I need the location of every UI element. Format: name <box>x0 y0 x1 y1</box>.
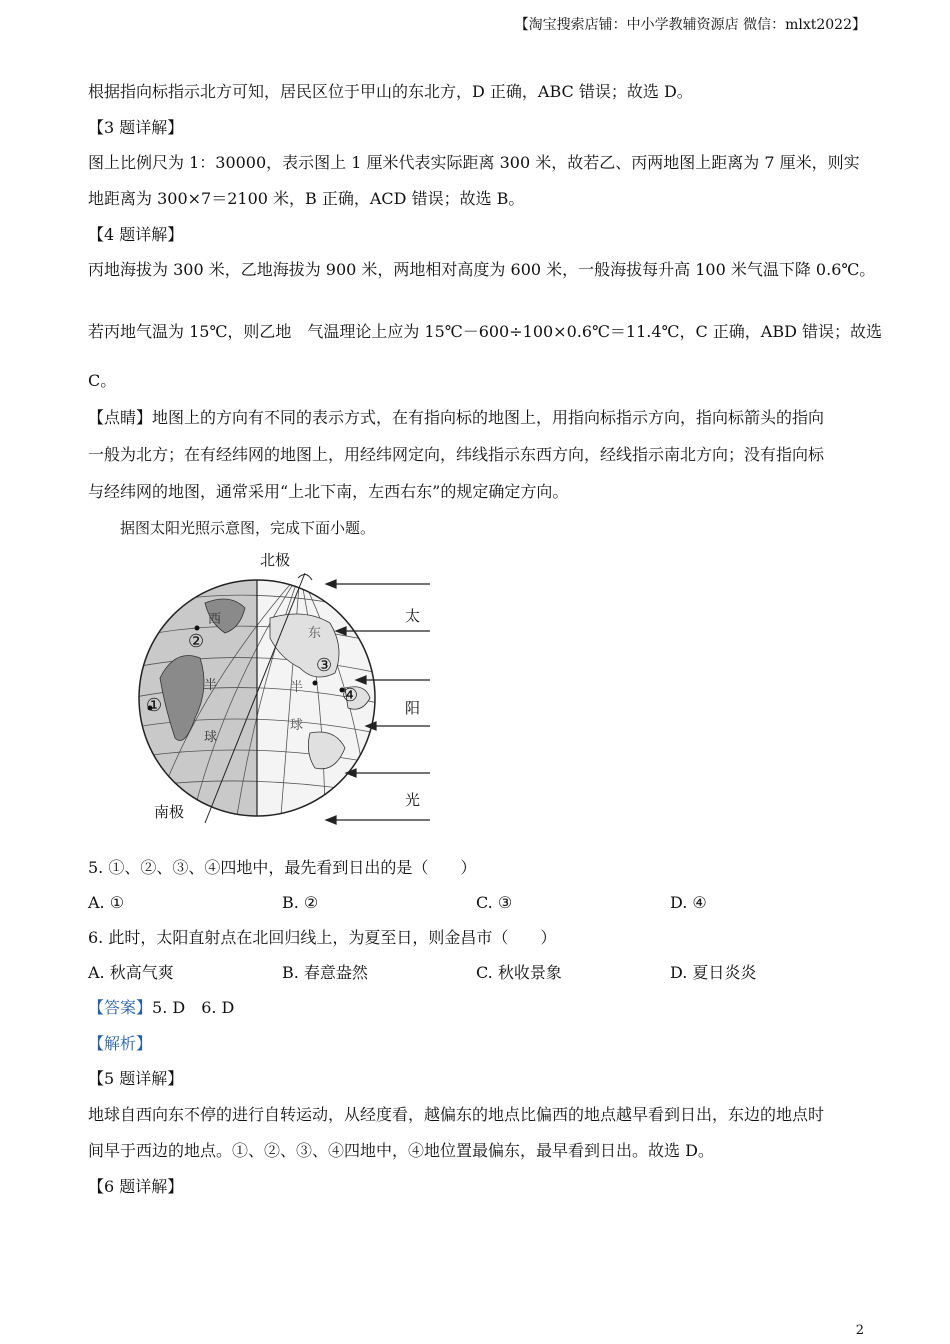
sun-char-2: 阳 <box>405 699 421 717</box>
marker-4: ④ <box>342 685 359 706</box>
q5-option-d: D. ④ <box>670 893 707 912</box>
question-6-stem: 6. 此时，太阳直射点在北回归线上，为夏至日，则金昌市（ ） <box>88 928 557 947</box>
page-header: 【淘宝搜索店铺：中小学教辅资源店 微信：mlxt2022】 <box>514 17 866 33</box>
south-pole-label: 南极 <box>154 803 185 821</box>
section-heading: 【4 题详解】 <box>88 225 184 244</box>
day-side <box>257 548 417 833</box>
globe-diagram <box>130 548 440 833</box>
q6-option-d: D. 夏日炎炎 <box>670 963 757 982</box>
hemisphere-char: 球 <box>204 730 218 745</box>
tip-line: 一般为北方；在有经纬网的地图上，用经纬网定向，纬线指示东西方向，经线指示南北方向；没有指向标 <box>88 445 825 464</box>
analysis-tag: 【解析】 <box>88 1034 153 1053</box>
q6-option-c: C. 秋收景象 <box>476 963 562 982</box>
section-heading: 【6 题详解】 <box>88 1177 184 1196</box>
text-line: 根据指向标指示北方可知，居民区位于甲山的东北方，D 正确，ABC 错误；故选 D。 <box>88 82 693 101</box>
section-heading: 【3 题详解】 <box>88 118 184 137</box>
question-5-stem: 5. ①、②、③、④四地中，最先看到日出的是（ ） <box>88 858 477 877</box>
answer-line <box>88 998 234 1018</box>
hemisphere-char: 球 <box>290 718 304 733</box>
sunlight-globe-figure <box>130 548 440 833</box>
rotation-arrow-icon <box>298 574 312 580</box>
text-line: 地球自西向东不停的进行自转运动，从经度看，越偏东的地点比偏西的地点越早看到日出，东边的地点时 <box>88 1105 825 1124</box>
text-line: 图上比例尺为 1：30000，表示图上 1 厘米代表实际距离 300 米，故若乙、丙两地图上距离为 7 厘米，则实 <box>88 153 860 172</box>
answer-text: 5. D 6. D <box>152 998 235 1017</box>
q5-option-b: B. ② <box>282 893 319 912</box>
text-line: 丙地海拔为 300 米，乙地海拔为 900 米，两地相对高度为 600 米，一般海拔每升高 100 米气温下降 0.6℃。 <box>88 260 876 279</box>
hemisphere-char: 西 <box>208 612 222 627</box>
q5-option-a: A. ① <box>88 893 125 912</box>
north-pole-label: 北极 <box>260 551 291 569</box>
text-line: C。 <box>88 371 117 390</box>
text-line: 地距离为 300×7＝2100 米，B 正确，ACD 错误；故选 B。 <box>88 189 525 208</box>
tip-line: 与经纬网的地图，通常采用“上北下南，左西右东”的规定确定方向。 <box>88 482 569 501</box>
figure-intro: 据图太阳光照示意图，完成下面小题。 <box>120 519 376 537</box>
marker-2: ② <box>188 631 205 652</box>
page-number: 2 <box>855 1323 864 1338</box>
q5-option-c: C. ③ <box>476 893 513 912</box>
sun-char-1: 太 <box>405 607 421 625</box>
hemisphere-char: 半 <box>204 678 218 693</box>
section-heading: 【5 题详解】 <box>88 1069 184 1088</box>
hemisphere-char: 半 <box>290 680 304 695</box>
text-line: 间早于西边的地点。①、②、③、④四地中，④地位置最偏东，最早看到日出。故选 D。 <box>88 1141 714 1160</box>
answer-tag: 【答案】 <box>88 998 153 1017</box>
hemisphere-char: 东 <box>308 626 322 641</box>
marker-1: ① <box>146 695 163 716</box>
sun-char-3: 光 <box>405 791 421 809</box>
q6-option-b: B. 春意盎然 <box>282 963 368 982</box>
marker-3: ③ <box>316 655 333 676</box>
q6-option-a: A. 秋高气爽 <box>88 963 174 982</box>
tip-line: 【点睛】地图上的方向有不同的表示方式，在有指向标的地图上，用指向标指示方向，指向标箭头的指向 <box>88 408 825 427</box>
text-line: 若丙地气温为 15℃，则乙地 气温理论上应为 15℃－600÷100×0.6℃＝11.4℃，C 正确，ABD 错误；故选 <box>88 322 883 341</box>
